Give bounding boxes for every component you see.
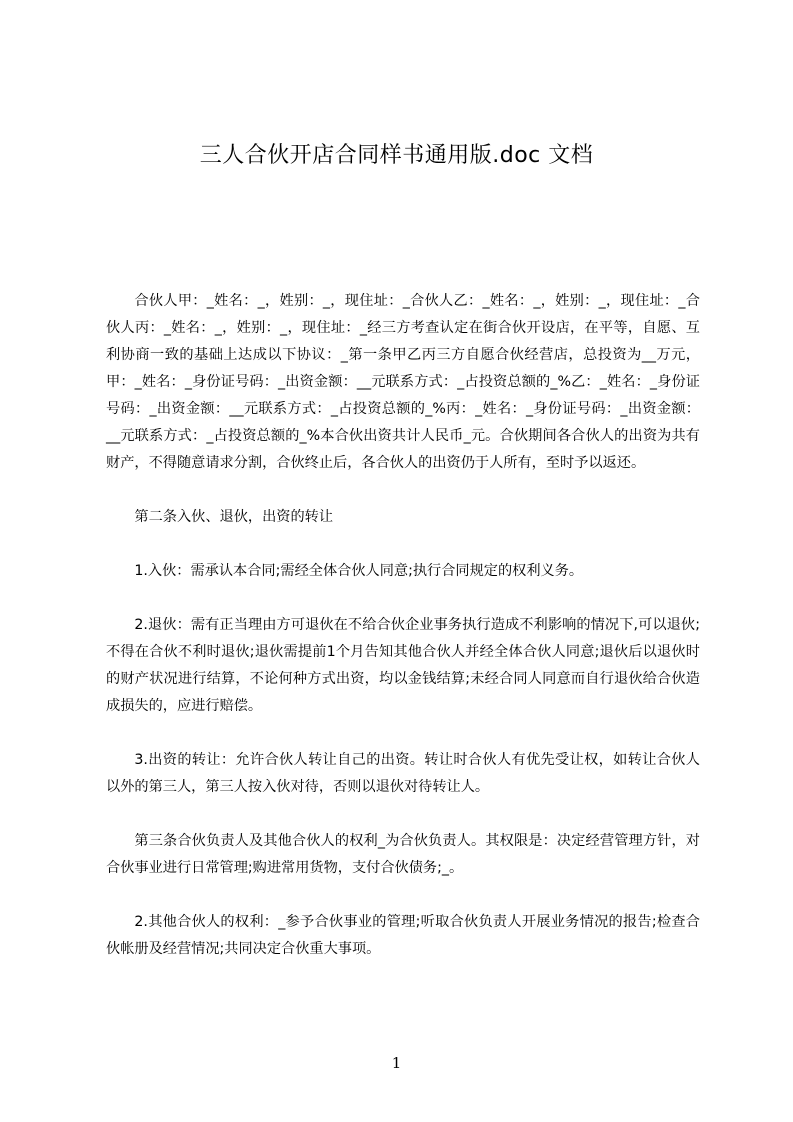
paragraph-withdrawal: 2.退伙：需有正当理由方可退伙在不给合伙企业事务执行造成不利影响的情况下,可以退伙;不得在合伙不利时退伙;退伙需提前1个月告知其他合伙人并经全体合伙人同意;退伙后以退伙时的财产状况进行结算，不论何种方式出资，均以金钱结算;未经合同人同意而自行退伙给合伙造成损失的，应进行赔偿。 <box>106 617 700 714</box>
document-title: 三人合伙开店合同样书通用版.doc 文档 <box>199 143 594 168</box>
document-body <box>106 288 700 963</box>
paragraph-article-3: 第三条合伙负责人及其他合伙人的权利_为合伙负责人。其权限是：决定经营管理方针，对合伙事业进行日常管理;购进常用货物，支付合伙债务;_。 <box>106 833 700 876</box>
paragraph-article-2-heading: 第二条入伙、退伙，出资的转让 <box>134 509 334 525</box>
paragraph-joining: 1.入伙：需承认本合同;需经全体合伙人同意;执行合同规定的权利义务。 <box>134 563 584 579</box>
page-number: 1 <box>391 1054 402 1072</box>
paragraph-capital-transfer: 3.出资的转让：允许合伙人转让自己的出资。转让时合伙人有优先受让权，如转让合伙人以外的第三人，第三人按入伙对待，否则以退伙对待转让人。 <box>106 752 700 795</box>
paragraph-other-partner-rights: 2.其他合伙人的权利：_参予合伙事业的管理;听取合伙负责人开展业务情况的报告;检查合伙帐册及经营情况;共同决定合伙重大事项。 <box>106 914 700 957</box>
paragraph-partners: 合伙人甲：_姓名：_，姓别：_，现住址：_合伙人乙：_姓名：_，姓别：_，现住址：_合伙人丙：_姓名：_，姓别：_，现住址：_经三方考查认定在街合伙开设店，在平等，自愿、互利协商一致的基础上达成以下协议：_第一条甲乙丙三方自愿合伙经营店，总投资为__万元，甲：_姓名：_身份证号码：_出资金额：__元联系方式：_占投资总额的_%乙：_姓名：_身份证号码：_出资金额：__元联系方式：_占投资总额的_%丙：_姓名：_身份证号码：_出资金额：__元联系方式：_占投资总额的_%本合伙出资共计人民币_元。合伙期间各合伙人的出资为共有财产，不得随意请求分割，合伙终止后，各合伙人的出资仍于人所有，至时予以返还。 <box>106 293 700 471</box>
